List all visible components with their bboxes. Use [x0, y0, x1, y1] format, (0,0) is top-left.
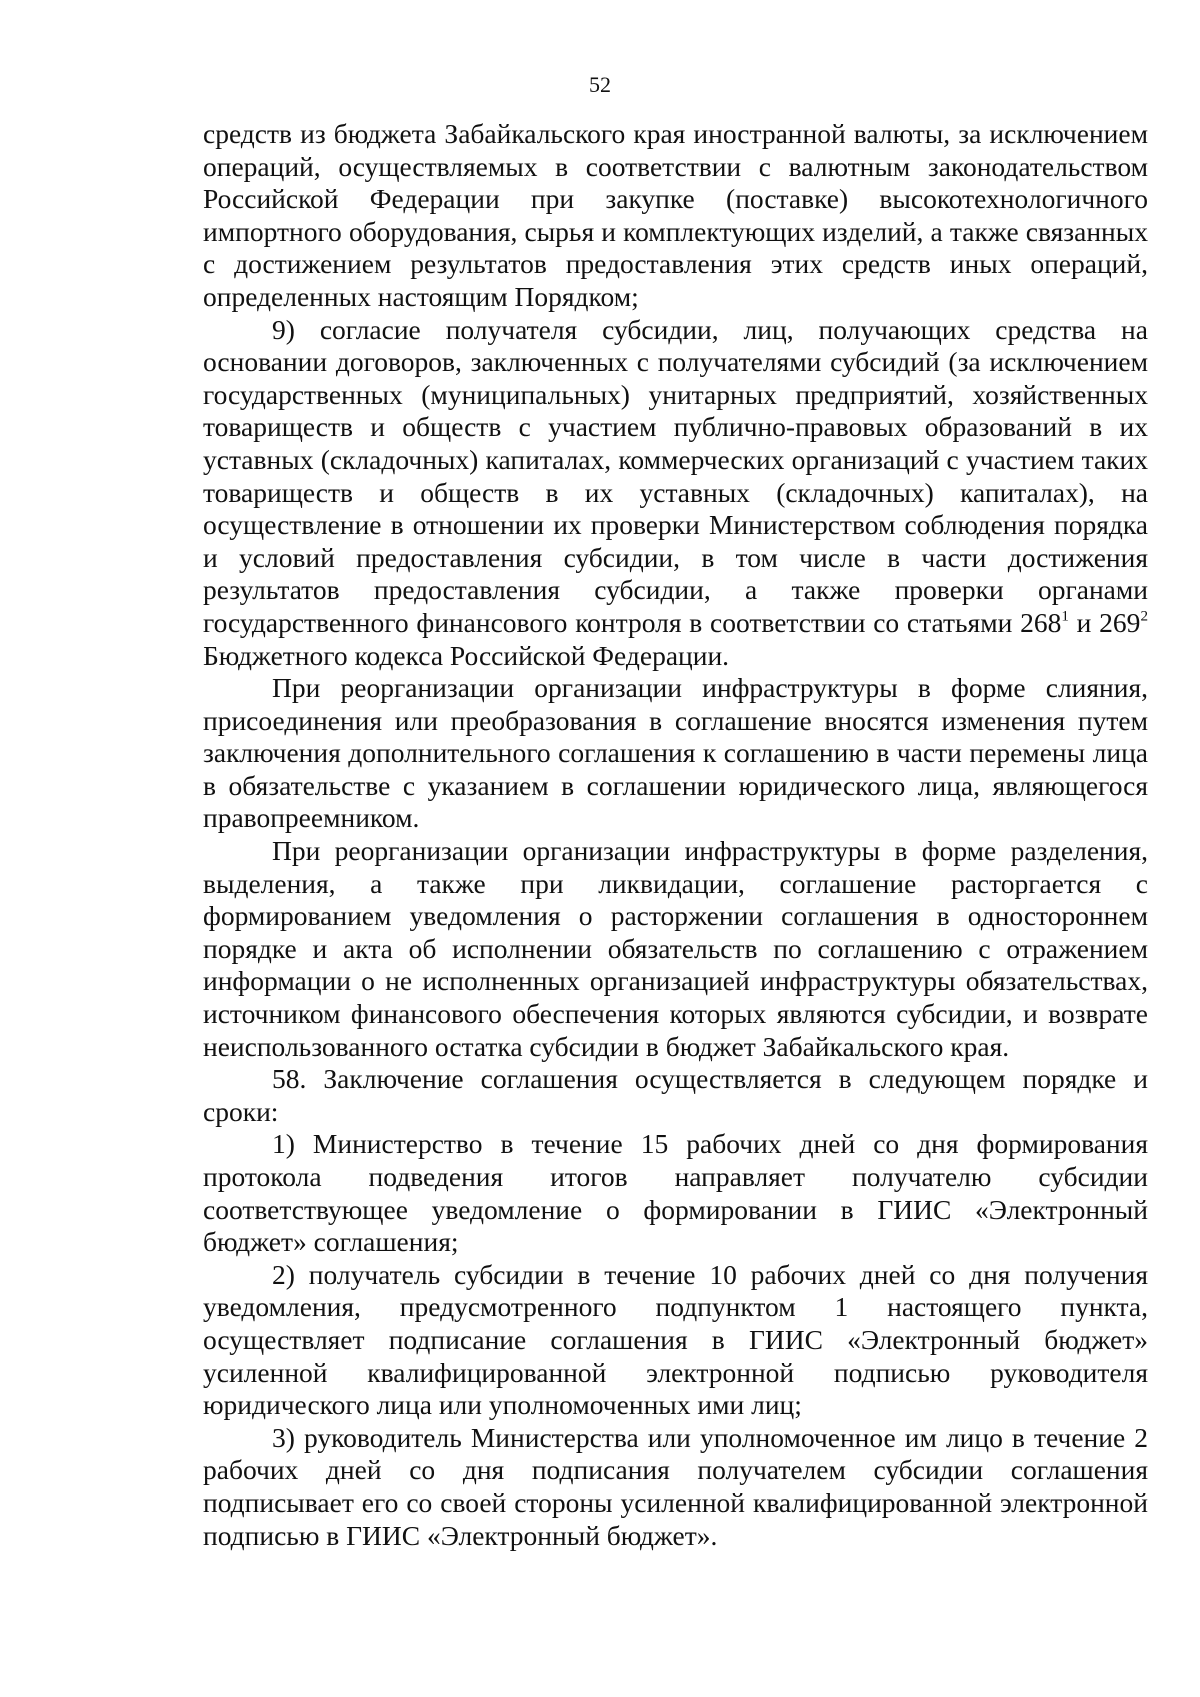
paragraph-text: и 269: [1068, 606, 1141, 638]
paragraph-subitem-3: 3) руководитель Министерства или уполномоченное им лицо в течение 2 рабочих дней со дня подписания получателем субсидии соглашения подписывает его со своей стороны усиленной квалифицированной электронной подписью в ГИИС «Электронный бюджет».: [203, 1421, 1148, 1551]
document-body: [203, 118, 1148, 1552]
paragraph-item-58: 58. Заключение соглашения осуществляется в следующем порядке и сроки:: [203, 1063, 1148, 1127]
paragraph-reorganization-merger: При реорганизации организации инфраструктуры в форме слияния, присоединения или преобразования в соглашение вносятся изменения путем заключения дополнительного соглашения к соглашению в части перемены лица в обязательстве с указанием в соглашении юридического лица, являющегося правопреемником.: [203, 672, 1148, 834]
paragraph-item-9: [203, 314, 1148, 673]
paragraph-subitem-2: 2) получатель субсидии в течение 10 рабочих дней со дня получения уведомления, предусмотренного подпунктом 1 настоящего пункта, осуществляет подписание соглашения в ГИИС «Электронный бюджет» усиленной квалифицированной электронной подписью руководителя юридического лица или уполномоченных ими лиц;: [203, 1258, 1148, 1421]
paragraph-text: 9) согласие получателя субсидии, лиц, получающих средства на основании договоров, заключенных с получателями субсидий (за исключением государственных (муниципальных) унитарных предприятий, хозяйственных товариществ и обществ с участием публично-правовых образований в их уставных (складочных) капиталах, коммерческих организаций с участием таких товариществ и обществ в их уставных (складочных) капиталах), на осуществление в отношении их проверки Министерством соблюдения порядка и условий предоставления субсидии, в том числе в части достижения результатов предоставления субсидии, а также проверки органами государственного финансового контроля в соответствии со статьями 268: [203, 313, 1148, 638]
paragraph-reorganization-division: При реорганизации организации инфраструктуры в форме разделения, выделения, а также при ликвидации, соглашение расторгается с формированием уведомления о расторжении соглашения в одностороннем порядке и акта об исполнении обязательств по соглашению с отражением информации о не исполненных организацией инфраструктуры обязательствах, источником финансового обеспечения которых являются субсидии, и возврате неиспользованного остатка субсидии в бюджет Забайкальского края.: [203, 835, 1148, 1062]
paragraph-continuation: средств из бюджета Забайкальского края иностранной валюты, за исключением операций, осуществляемых в соответствии с валютным законодательством Российской Федерации при закупке (поставке) высокотехнологичного импортного оборудования, сырья и комплектующих изделий, а также связанных с достижением результатов предоставления этих средств иных операций, определенных настоящим Порядком;: [203, 118, 1148, 312]
paragraph-subitem-1: 1) Министерство в течение 15 рабочих дней со дня формирования протокола подведения итогов направляет получателю субсидии соответствующее уведомление о формировании в ГИИС «Электронный бюджет» соглашения;: [203, 1128, 1148, 1258]
superscript: 1: [1061, 608, 1069, 625]
superscript: 2: [1140, 608, 1148, 625]
page-number: 52: [589, 72, 611, 97]
paragraph-text: Бюджетного кодекса Российской Федерации.: [203, 639, 730, 671]
